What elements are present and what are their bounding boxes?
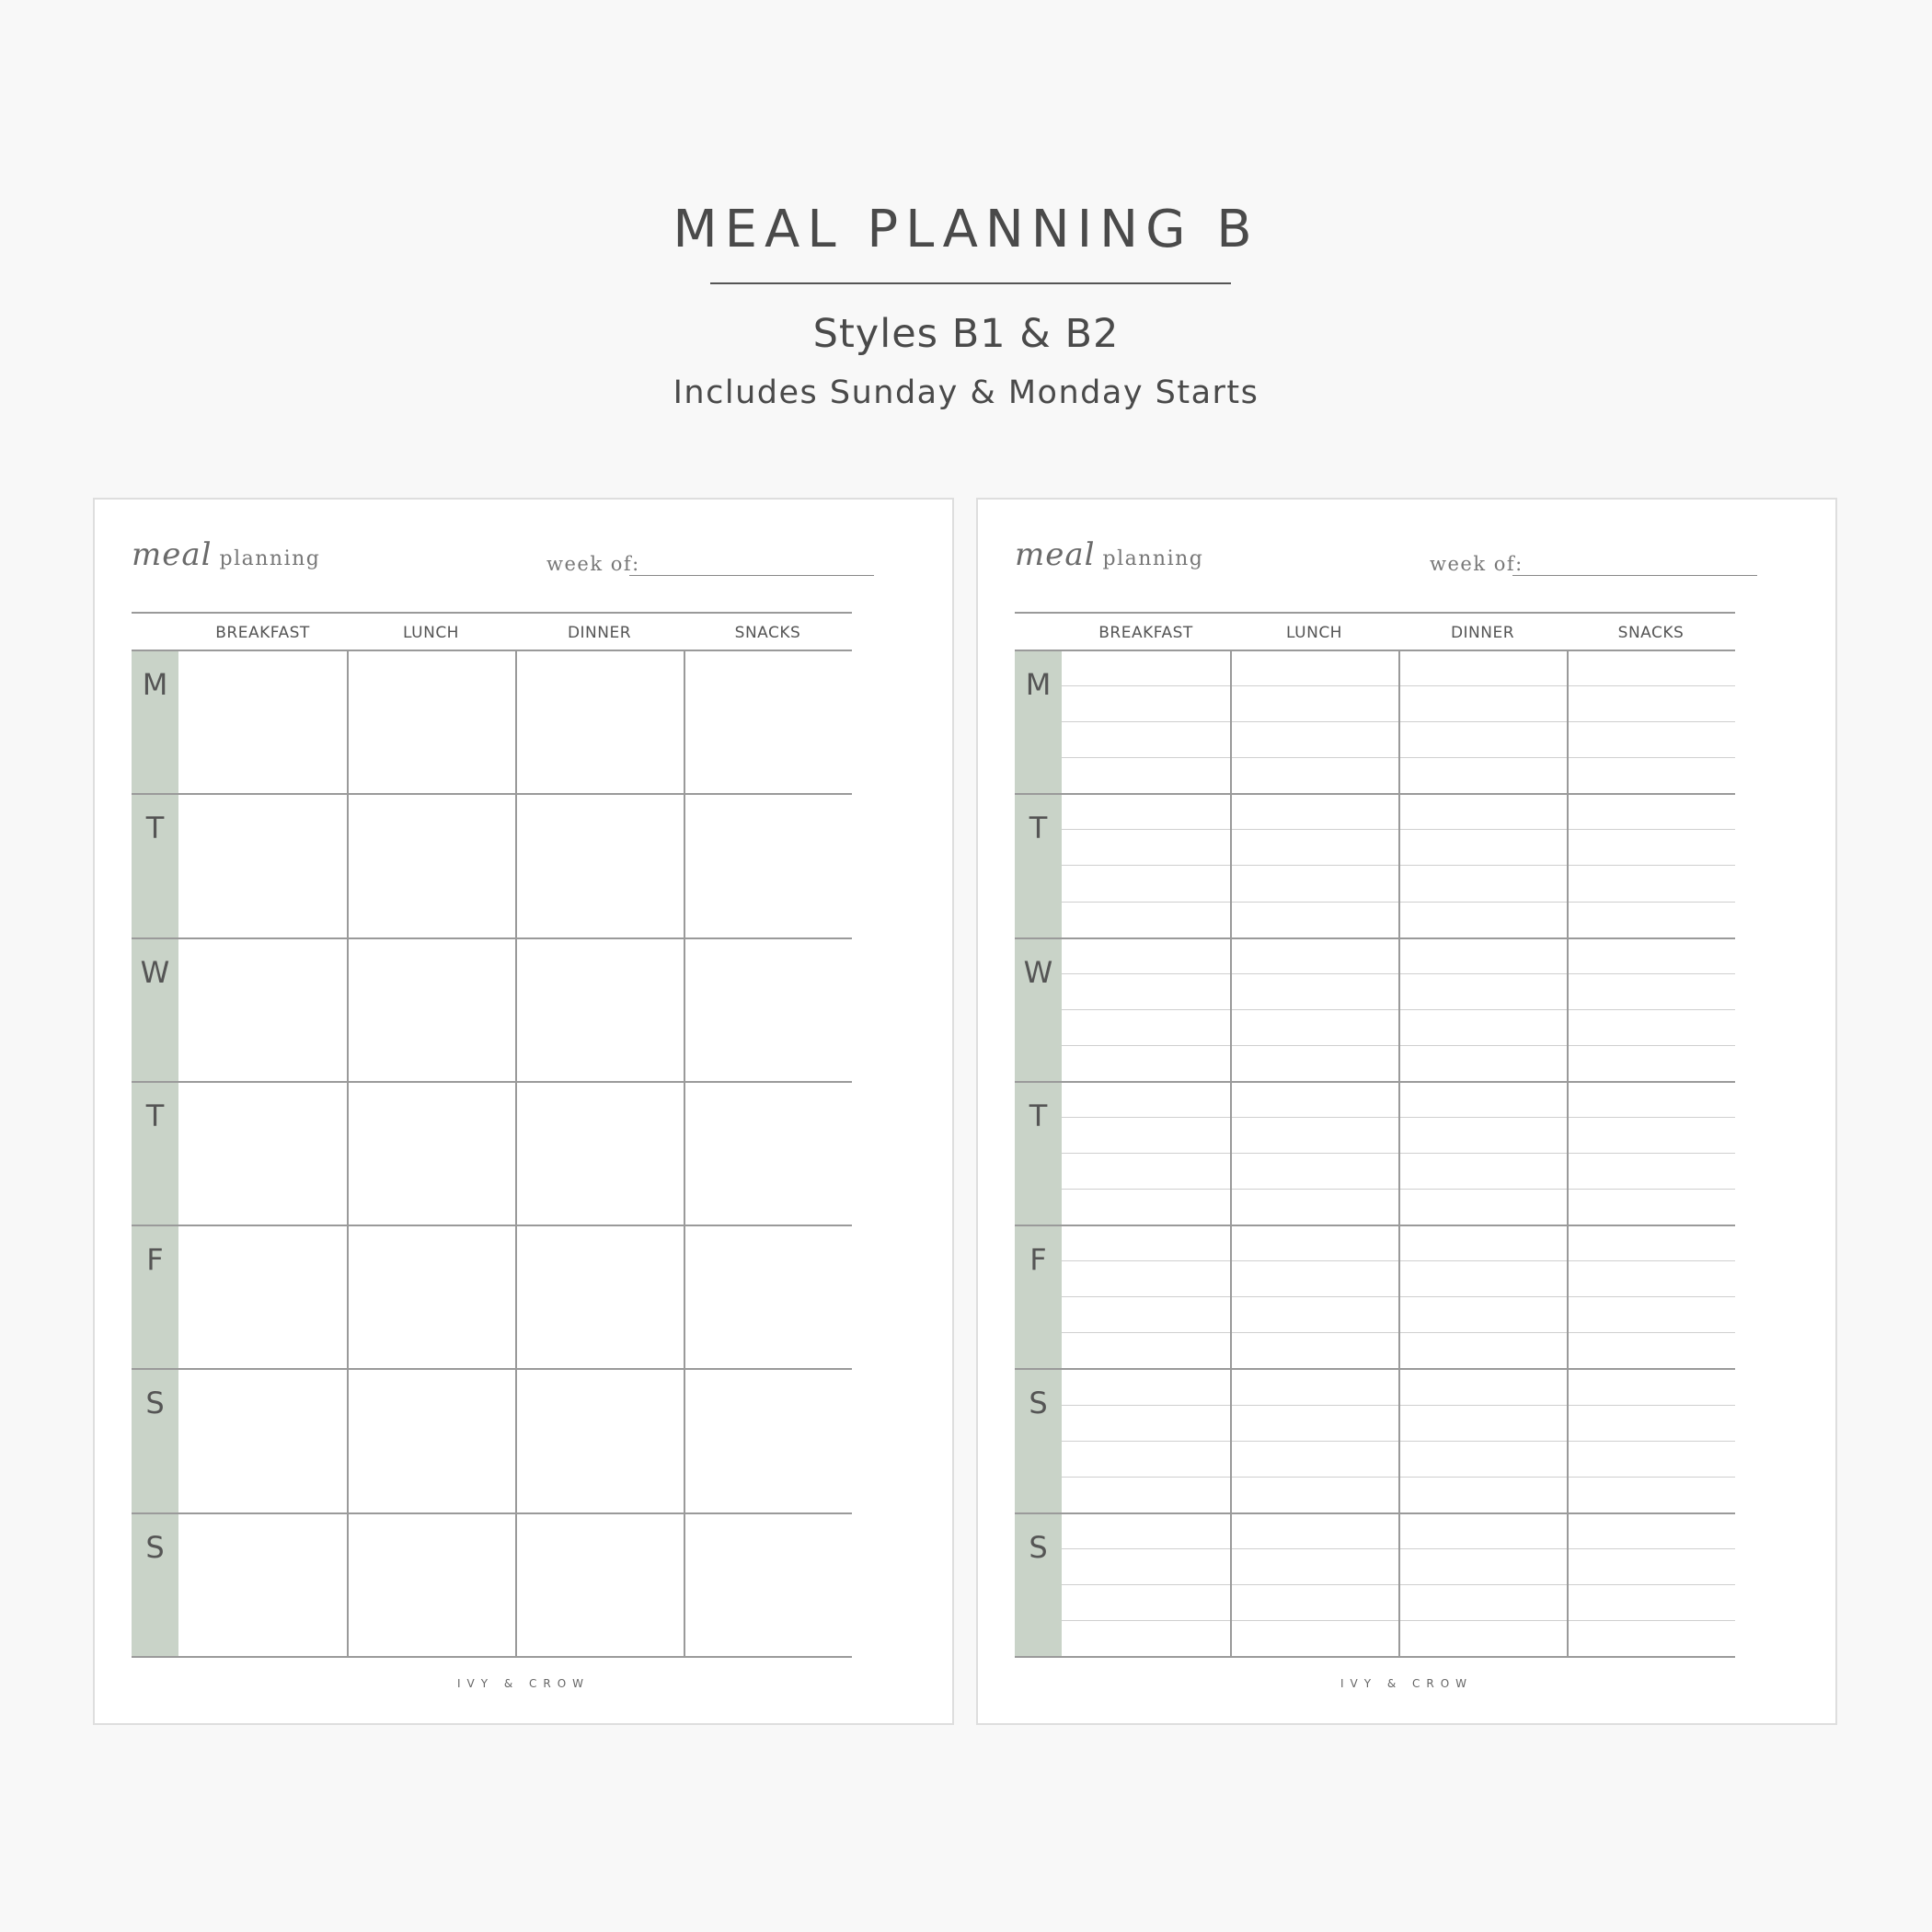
week-of-label: week of: (546, 553, 640, 575)
day-label: S (145, 1529, 165, 1565)
page-title: MEAL PLANNING B (673, 200, 1259, 259)
row-rule (132, 1512, 852, 1514)
column-rule (684, 650, 685, 1656)
day-label: S (1029, 1529, 1048, 1565)
column-header: LUNCH (403, 624, 459, 642)
logo-word-text: planning (219, 547, 321, 570)
row-rule (1015, 1081, 1735, 1083)
column-header: SNACKS (1617, 624, 1685, 642)
row-rule (132, 1081, 852, 1083)
week-of-label: week of: (1430, 553, 1524, 575)
styles-subtitle: Styles B1 & B2 (812, 311, 1120, 357)
column-header: LUNCH (1286, 624, 1342, 642)
day-label: F (146, 1242, 164, 1278)
logo-word-text: planning (1102, 547, 1204, 570)
row-rule (1015, 1225, 1735, 1226)
day-column-strip (1015, 650, 1062, 1656)
day-label: W (1023, 954, 1053, 990)
day-label: T (1029, 811, 1048, 846)
row-rule (132, 937, 852, 939)
row-rule (1015, 1656, 1735, 1658)
column-rule (347, 650, 349, 1656)
day-label: T (1029, 1098, 1048, 1133)
logo-script-text: meal (1015, 536, 1096, 573)
day-label: T (145, 1098, 165, 1133)
row-rule (1015, 1512, 1735, 1514)
row-rule (132, 1656, 852, 1658)
planner-sheet-b2 (976, 498, 1837, 1725)
logo-script-text: meal (132, 536, 213, 573)
meal-grid (978, 500, 1839, 1727)
top-rule (132, 612, 852, 614)
header-rule (1015, 650, 1735, 651)
title-divider (710, 282, 1231, 284)
day-label: T (145, 811, 165, 846)
day-label: W (140, 954, 170, 990)
brand-footer: IVY & CROW (456, 1677, 591, 1690)
day-label: M (1025, 667, 1052, 702)
row-rule (132, 1225, 852, 1226)
row-rule (1015, 1368, 1735, 1370)
day-label: F (1029, 1242, 1047, 1278)
day-label: S (145, 1386, 165, 1421)
column-header: DINNER (567, 624, 632, 642)
row-rule (1015, 937, 1735, 939)
column-rule (1567, 650, 1569, 1656)
top-rule (1015, 612, 1735, 614)
row-rule (132, 793, 852, 795)
meal-grid (95, 500, 956, 1727)
column-header: BREAKFAST (1098, 624, 1193, 642)
column-header: SNACKS (734, 624, 801, 642)
starts-tagline: Includes Sunday & Monday Starts (673, 374, 1259, 411)
column-rule (1398, 650, 1400, 1656)
day-label: S (1029, 1386, 1048, 1421)
day-label: M (142, 667, 168, 702)
brand-footer: IVY & CROW (1340, 1677, 1474, 1690)
row-rule (1015, 793, 1735, 795)
planner-sheet-b1 (93, 498, 954, 1725)
row-rule (132, 1368, 852, 1370)
column-header: DINNER (1450, 624, 1515, 642)
day-column-strip (132, 650, 178, 1656)
column-header: BREAKFAST (215, 624, 310, 642)
column-rule (1230, 650, 1232, 1656)
column-rule (515, 650, 517, 1656)
header-rule (132, 650, 852, 651)
